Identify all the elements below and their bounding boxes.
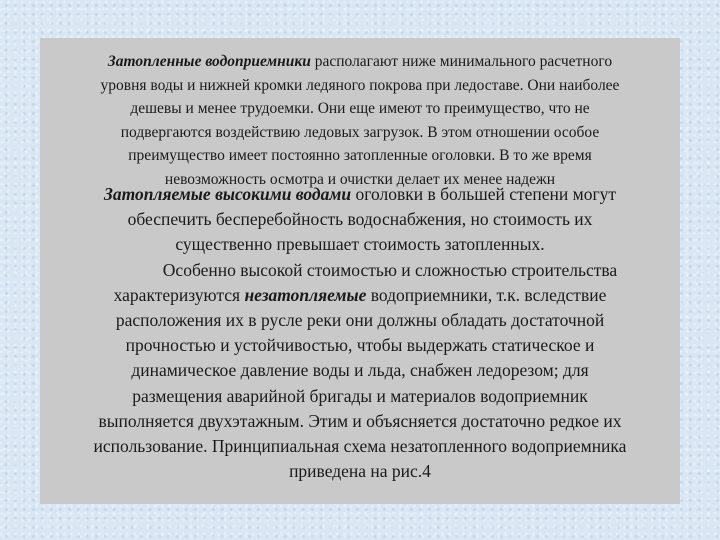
text-line: дешевы и менее трудоемки. Они еще имеют то преимущество, что не <box>130 100 590 117</box>
text-line: невозможность осмотра и очистки делает их менее надежн <box>164 170 556 188</box>
text-fragment: характеризуются <box>113 284 245 305</box>
text-line: существенно превышает стоимость затопленных. <box>175 234 545 255</box>
text-line: подвергаются воздействию ледовых загрузок. В этом отношении особое <box>120 123 600 141</box>
text-line: Особенно высокой стоимостью и сложностью строительства <box>162 259 618 280</box>
text-line <box>0 182 720 207</box>
text-line: использование. Принципиальная схема незатопленного водоприемника <box>93 436 627 457</box>
text-line <box>0 50 720 74</box>
text-line: прочностью и устойчивостью, чтобы выдержать статическое и <box>125 335 595 356</box>
text-fragment: располагают ниже минимального расчетного <box>310 53 613 70</box>
text-line: расположения их в русле реки они должны обладать достаточной <box>115 310 605 331</box>
text-line: приведена на рис.4 <box>289 461 431 482</box>
text-fragment: оголовки в большей степени могут <box>351 184 617 204</box>
text-line: обеспечить бесперебойность водоснабжения, но стоимость их <box>127 209 593 230</box>
paragraph-submerged-intakes <box>0 50 720 191</box>
text-line <box>0 283 720 308</box>
paragraph-flooded-and-nonflooded <box>0 182 720 484</box>
text-line: уровня воды и нижней кромки ледяного покрова при ледоставе. Они наиболее <box>100 76 620 94</box>
text-line: размещения аварийной бригады и материалов водоприемник <box>132 385 588 406</box>
term-flooded-by-high-water: Затопляемые высокими водами <box>103 184 352 204</box>
term-non-flooded: незатопляемые <box>244 284 367 305</box>
text-line: преимущество имеет постоянно затопленные оголовки. В то же время <box>128 147 592 164</box>
text-line: выполняется двухэтажным. Этим и объясняется достаточно редкое их <box>98 410 622 431</box>
text-fragment: водоприемники, т.к. вследствие <box>366 284 607 305</box>
term-submerged-intakes: Затопленные водоприемники <box>107 53 311 70</box>
text-line: динамическое давление воды и льда, снабжен ледорезом; для <box>131 360 589 381</box>
